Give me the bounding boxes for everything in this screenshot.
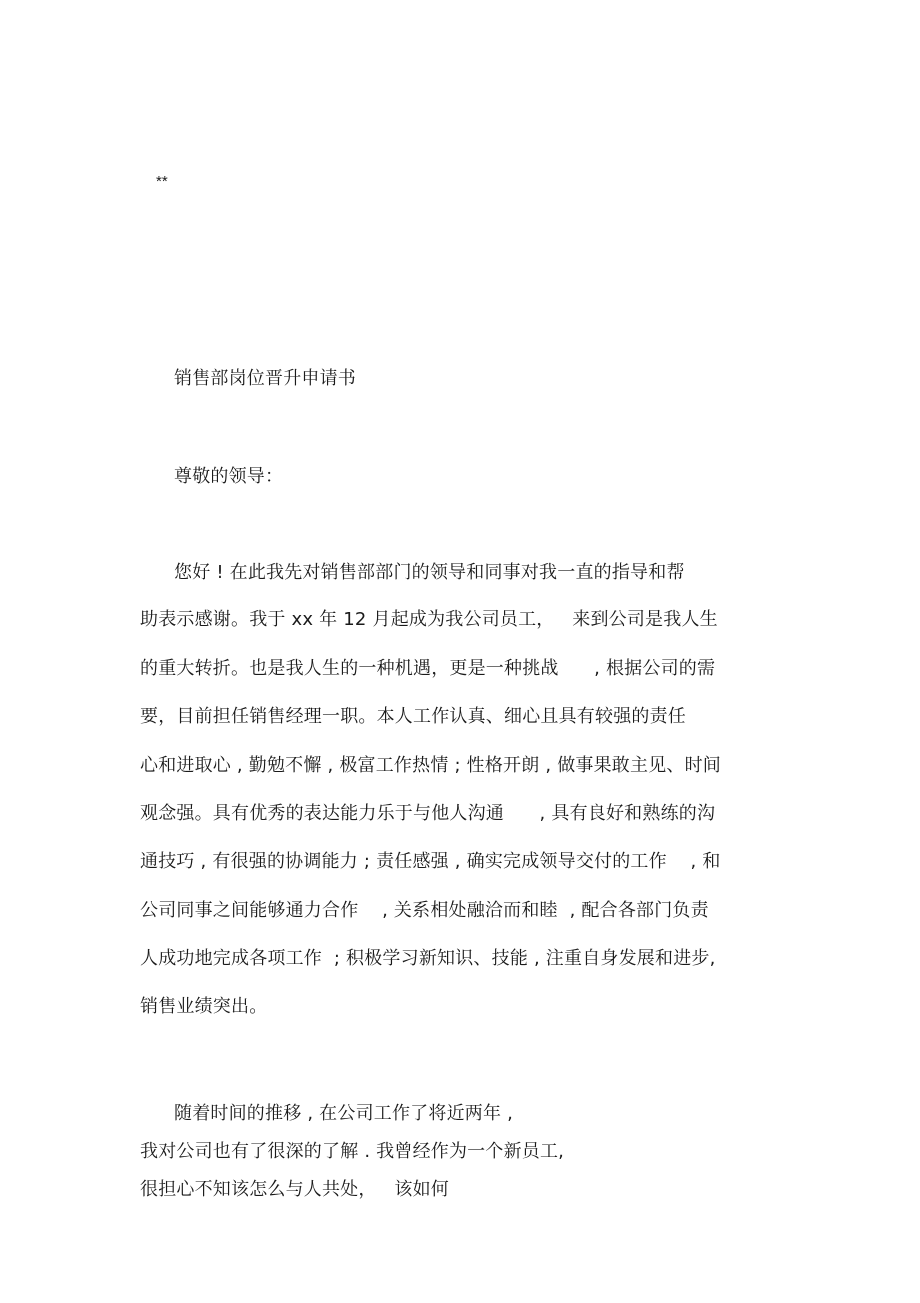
document-title: 销售部岗位晋升申请书 — [174, 368, 356, 389]
paragraph-line: 通技巧 , 有很强的协调能力 ; 责任感强 , 确实完成领导交付的工作 , 和 — [140, 851, 721, 872]
paragraph-line: 心和进取心 , 勤勉不懈 , 极富工作热情 ; 性格开朗 , 做事果敢主见、时间 — [140, 755, 721, 776]
paragraph-line: 我对公司也有了很深的了解 . 我曾经作为一个新员工, — [140, 1141, 565, 1162]
header-marker: ** — [156, 173, 168, 190]
salutation: 尊敬的领导： — [174, 466, 284, 487]
paragraph-line: 销售业绩突出。 — [140, 996, 268, 1017]
paragraph-line: 要，目前担任销售经理一职。本人工作认真、细心且具有较强的责任 — [140, 706, 686, 727]
paragraph-line: 公司同事之间能够通力合作 , 关系相处融洽而和睦 , 配合各部门负责 — [140, 900, 709, 921]
paragraph-line: 随着时间的推移 , 在公司工作了将近两年 , — [174, 1103, 514, 1124]
paragraph-line: 您好 ! 在此我先对销售部部门的领导和同事对我一直的指导和帮 — [174, 562, 685, 583]
paragraph-line: 的重大转折。也是我人生的一种机遇，更是一种挑战 , 根据公司的需 — [140, 658, 716, 679]
paragraph-line: 很担心不知该怎么与人共处， 该如何 — [140, 1179, 449, 1200]
paragraph-line: 观念强。具有优秀的表达能力乐于与他人沟通 , 具有良好和熟练的沟 — [140, 803, 716, 824]
paragraph-line: 人成功地完成各项工作 ; 积极学习新知识、技能 , 注重自身发展和进步, — [140, 948, 716, 969]
paragraph-line: 助表示感谢。我于 xx 年 12 月起成为我公司员工， 来到公司是我人生 — [140, 609, 718, 630]
